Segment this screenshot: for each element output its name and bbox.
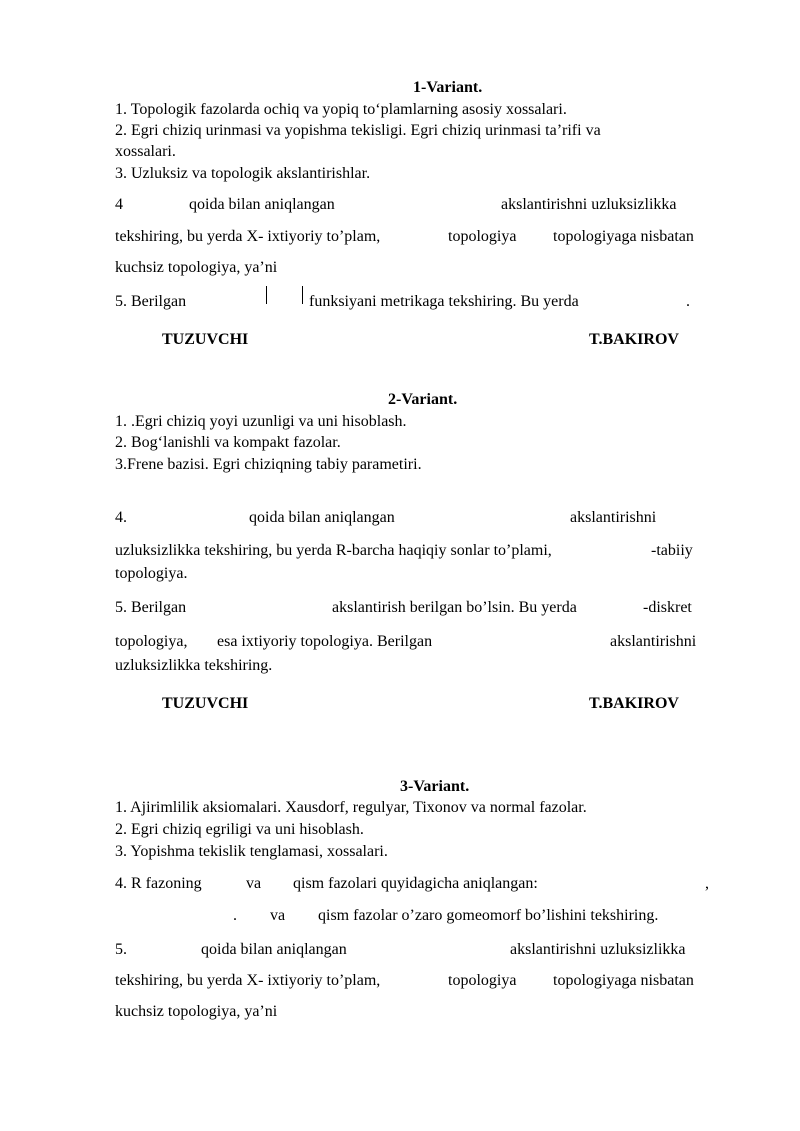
variant1-q5-abs-bar-right xyxy=(302,286,303,304)
variant2-q4-line2-b: -tabiiy xyxy=(651,542,693,559)
variant3-q4-b: va xyxy=(246,875,262,892)
variant1-question-2-line2: xossalari. xyxy=(115,143,176,160)
variant1-q4-map-text: akslantirishni uzluksizlikka xyxy=(501,196,677,213)
variant1-author-name: T.BAKIROV xyxy=(589,331,679,348)
variant3-question-1: 1. Ajirimlilik aksiomalari. Xausdorf, regulyar, Tixonov va normal fazolar. xyxy=(115,799,587,816)
variant1-q5-a: 5. Berilgan xyxy=(115,293,187,310)
variant1-q4-line2-c: topologiyaga nisbatan xyxy=(553,228,694,245)
variant2-q4-line3: topologiya. xyxy=(115,565,188,582)
variant1-q5-abs-bar-left xyxy=(266,286,267,304)
variant2-title: 2-Variant. xyxy=(388,391,458,408)
variant3-question-2: 2. Egri chiziq egriligi va uni hisoblash. xyxy=(115,821,364,838)
variant2-question-2: 2. Bog‘lanishli va kompakt fazolar. xyxy=(115,434,341,451)
variant1-title: 1-Variant. xyxy=(413,79,483,96)
variant2-q4-number: 4. xyxy=(115,509,127,526)
variant1-question-2-line1: 2. Egri chiziq urinmasi va yopishma tekisligi. Egri chiziq urinmasi ta’rifi va xyxy=(115,122,601,139)
variant2-q5-line3: uzluksizlikka tekshiring. xyxy=(115,657,273,674)
variant2-q5-a: 5. Berilgan xyxy=(115,599,187,616)
variant3-q5-rule-text: qoida bilan aniqlangan xyxy=(201,941,347,958)
variant2-question-3: 3.Frene bazisi. Egri chiziqning tabiy parametiri. xyxy=(115,456,422,473)
variant2-q5-b: akslantirish berilgan bo’lsin. Bu yerda xyxy=(332,599,577,616)
variant2-q5-line2-a: topologiya, xyxy=(115,633,188,650)
variant3-question-3: 3. Yopishma tekislik tenglamasi, xossalari. xyxy=(115,843,388,860)
variant2-question-1: 1. .Egri chiziq yoyi uzunligi va uni hisoblash. xyxy=(115,413,407,430)
variant1-q4-number: 4 xyxy=(115,196,123,213)
variant1-q5-c: . xyxy=(686,293,690,310)
variant2-author-name: T.BAKIROV xyxy=(589,695,679,712)
variant2-q4-line2-a: uzluksizlikka tekshiring, bu yerda R-barcha haqiqiy sonlar to’plami, xyxy=(115,542,552,559)
variant1-question-3: 3. Uzluksiz va topologik akslantirishlar. xyxy=(115,165,371,182)
variant2-q5-line2-b: esa ixtiyoriy topologiya. Berilgan xyxy=(217,633,433,650)
variant3-q5-line3: kuchsiz topologiya, ya’ni xyxy=(115,1003,278,1020)
variant1-q5-b: funksiyani metrikaga tekshiring. Bu yerda xyxy=(309,293,579,310)
variant1-q4-line3: kuchsiz topologiya, ya’ni xyxy=(115,259,278,276)
variant1-author-label: TUZUVCHI xyxy=(162,331,249,348)
variant1-q4-line2-b: topologiya xyxy=(448,228,517,245)
variant3-q5-map-text: akslantirishni uzluksizlikka xyxy=(510,941,686,958)
variant2-q4-rule-text: qoida bilan aniqlangan xyxy=(249,509,395,526)
variant3-q5-number: 5. xyxy=(115,941,127,958)
variant2-q5-line2-c: akslantirishni xyxy=(610,633,697,650)
variant1-q4-rule-text: qoida bilan aniqlangan xyxy=(189,196,335,213)
variant2-q5-c: -diskret xyxy=(643,599,692,616)
variant2-author-label: TUZUVCHI xyxy=(162,695,249,712)
variant3-q5-line2-a: tekshiring, bu yerda X- ixtiyoriy to’plam, xyxy=(115,972,381,989)
variant3-q5-line2-b: topologiya xyxy=(448,972,517,989)
variant3-q4-line2-c: qism fazolar o’zaro gomeomorf bo’lishini tekshiring. xyxy=(318,907,659,924)
variant3-title: 3-Variant. xyxy=(400,778,470,795)
variant1-question-1: 1. Topologik fazolarda ochiq va yopiq to‘plamlarning asosiy xossalari. xyxy=(115,101,567,118)
variant3-q4-line2-a: . xyxy=(233,907,237,924)
variant2-q4-map-text: akslantirishni xyxy=(570,509,657,526)
variant1-q4-line2-a: tekshiring, bu yerda X- ixtiyoriy to’plam, xyxy=(115,228,381,245)
variant3-q4-line2-b: va xyxy=(270,907,286,924)
variant3-q5-line2-c: topologiyaga nisbatan xyxy=(553,972,694,989)
variant3-q4-c: qism fazolari quyidagicha aniqlangan: xyxy=(293,875,538,892)
variant3-q4-a: 4. R fazoning xyxy=(115,875,202,892)
variant3-q4-d: , xyxy=(705,875,709,892)
